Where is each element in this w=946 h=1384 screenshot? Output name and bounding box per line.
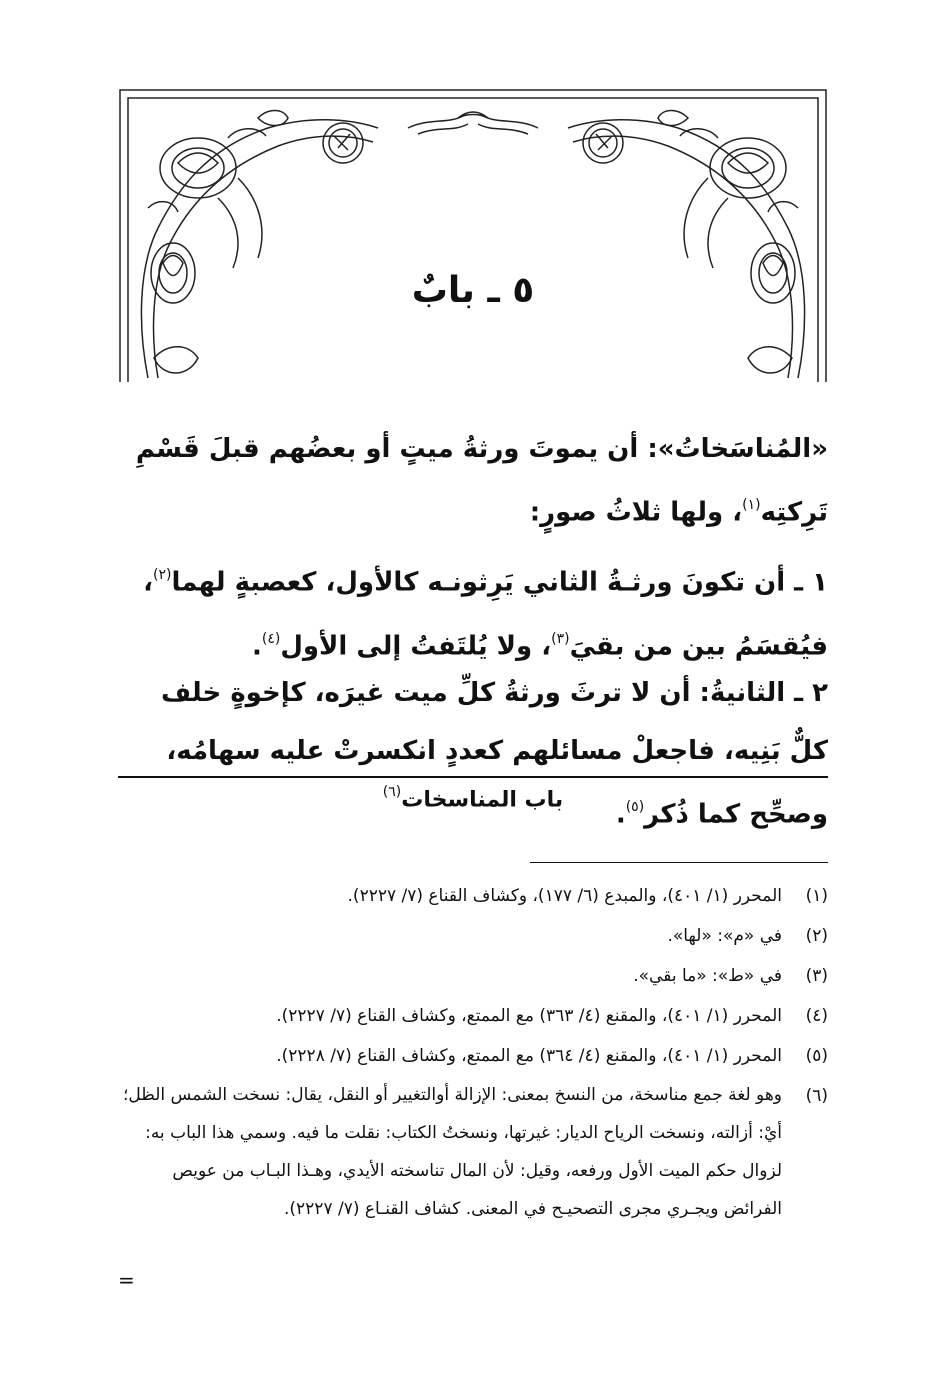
right-corner-ornament [568,111,805,379]
chapter-heading: ٥ ـ بابٌ [411,270,535,311]
paragraph-case-two: ٢ ـ الثانيةُ: أن لا ترثَ ورثةُ كلِّ ميت غيرَه، كإخوةٍ خلف كلٌّ بَنِيه، فاجعلْ مسائلهم كعددٍ انكسرتْ عليه سهامُه، وصحِّح كما ذُكر$^{(٥)}$. [160,678,828,830]
ornament-border [118,88,828,384]
footnote-ref: (٢) [152,567,172,583]
footnote-ref: (٣) [551,630,570,647]
section-divider [118,776,828,778]
footnote-ref: (٤) [261,630,281,647]
footnote-ref: (٥) [625,799,645,815]
footnote-item: (١) المحرر (١/ ٤٠١)، والمبدع (٦/ ١٧٧)، وكشاف القناع (٧/ ٢٢٢٧). [347,886,828,906]
left-corner-ornament [141,111,378,379]
term: «المُناسَخاتُ» [657,434,828,464]
commentary-title: باب المناسخات$^{(٦)}$ [382,784,564,813]
footnote-item: (٦) وهو لغة جمع مناسخة، من النسخ بمعنى: الإزالة أوالتغيير أو النقل، يقال: نسخت الشمس الظل؛ أيْ: أزالته، ونسخت الرياح الديار: غيرتها، ونسختُ الكتاب: نقلت ما فيه. وسمي هذا الباب به: لزوال حكم الميت الأول ورفعه، وقيل: لأن المال تناسخته الأيدي، وهـذا البـاب من عويص الفرائض ويجـري مجرى التصحيـح في المعنى. كشاف القنـاع (٧/ ٢٢٢٧). [123,1085,828,1219]
footnote-ref: (١) [742,497,761,513]
continuation-mark: = [118,1268,135,1292]
footnote-item: (٢) في «م»: «لها». [667,926,828,946]
footnote-item: (٥) المحرر (١/ ٤٠١)، والمقنع (٤/ ٣٦٤) مع الممتع، وكشاف القناع (٧/ ٢٢٢٨). [276,1046,828,1066]
paragraph-definition: «المُناسَخاتُ»: أن يموتَ ورثةُ ميتٍ أو بعضُهم قبلَ قَسْمِ تَرِكتِه$^{(١)}$، ولها ثلاثُ صورٍ: [135,434,828,528]
footnote-item: (٤) المحرر (١/ ٤٠١)، والمقنع (٤/ ٣٦٣) مع الممتع، وكشاف القناع (٧/ ٢٢٢٧). [276,1006,828,1026]
paragraph-case-one: ١ ـ أن تكونَ ورثـةُ الثاني يَرِثونـه كالأول، كعصبةٍ لهما$^{(٢)}$، فيُقسَمُ بين من بقيَ$^{(٣)}$، ولا يُلتَفتُ إلى الأول$^{(٤)}$. [143,567,828,662]
footnote-item: (٣) في «ط»: «ما بقي». [633,966,828,986]
footnote-divider [530,862,828,863]
footnotes [118,876,828,1228]
center-ornament [408,112,538,134]
footnote-ref: (٦) [382,784,402,800]
ornamental-frame [118,88,828,384]
